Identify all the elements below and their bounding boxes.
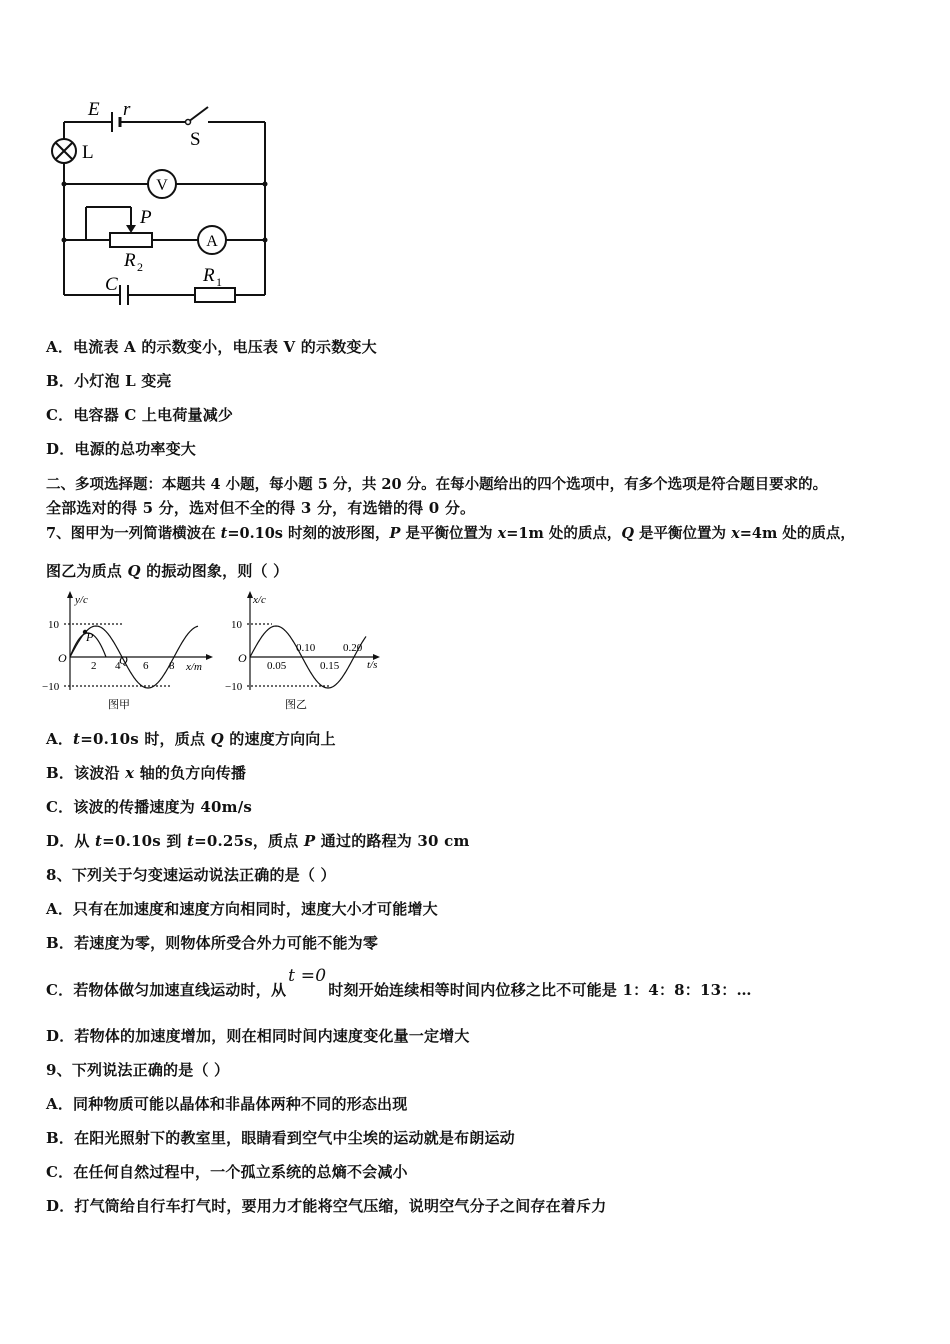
q6-option-a: A．电流表 A 的示数变小，电压表 V 的示数变大 (46, 338, 377, 356)
graph-a-origin: O (58, 651, 67, 665)
graph-b-xtick-015: 0.15 (320, 660, 340, 672)
graph-b-xtick-005: 0.05 (267, 660, 287, 672)
formula-t-zero: t =0 (288, 966, 327, 986)
label-C: C (105, 274, 118, 295)
graph-b-xlabel: t/s (367, 659, 378, 671)
q7-stem-line2: 图乙为质点 Q 的振动图象，则（ ） (46, 562, 289, 580)
graph-b-ytick-10: 10 (231, 619, 242, 631)
circuit-diagram (40, 95, 280, 310)
section2-line1: 二、多项选择题：本题共 4 小题，每小题 5 分，共 20 分。在每小题给出的四个选项中，有多个选项是符合题目要求的。 (46, 476, 828, 493)
graph-b-xtick-010: 0.10 (296, 642, 316, 654)
label-V: V (156, 177, 168, 194)
q8-option-a: A．只有在加速度和速度方向相同时，速度大小才可能增大 (46, 900, 438, 918)
label-R1-sub: 1 (216, 275, 222, 289)
graph-a-ytick-10: 10 (48, 619, 59, 631)
q9-option-b: B．在阳光照射下的教室里，眼睛看到空气中尘埃的运动就是布朗运动 (46, 1129, 515, 1147)
graph-a-point-P: P (86, 630, 94, 644)
graph-b-xtick-020: 0.20 (343, 642, 363, 654)
graph-a-ytick-neg10: −10 (42, 681, 60, 693)
graph-a-xtick-8: 8 (169, 660, 175, 672)
label-R2: R (124, 250, 136, 271)
graph-a-xlabel: x/m (186, 661, 202, 673)
q8-option-b: B．若速度为零，则物体所受合外力可能不能为零 (46, 934, 379, 952)
label-R2-sub: 2 (137, 260, 143, 274)
vibration-graph-b (225, 590, 395, 715)
q9-option-d: D．打气筒给自行车打气时，要用力才能将空气压缩，说明空气分子之间存在着斥力 (46, 1197, 607, 1215)
label-L: L (82, 142, 94, 163)
label-r: r (123, 99, 131, 120)
q9-option-c: C．在任何自然过程中，一个孤立系统的总熵不会减小 (46, 1163, 408, 1181)
q6-option-c: C．电容器 C 上电荷量减少 (46, 406, 234, 424)
graph-a-xtick-2: 2 (91, 660, 97, 672)
label-S: S (190, 129, 201, 150)
q7-option-c: C．该波的传播速度为 40m/s (46, 798, 253, 816)
graph-b-caption: 图乙 (285, 699, 307, 711)
q7-stem-line1: 7、图甲为一列简谐横波在 t=0.10s 时刻的波形图，P 是平衡位置为 x=1m 处的质点，Q 是平衡位置为 x=4m 处的质点， (46, 525, 855, 542)
q8-option-c: C．若物体做匀加速直线运动时，从t =0时刻开始连续相等时间内位移之比不可能是 1：4：8：13：… (46, 966, 752, 999)
section2-line2: 全部选对的得 5 分，选对但不全的得 3 分，有选错的得 0 分。 (46, 499, 476, 517)
q9-option-a: A．同种物质可能以晶体和非晶体两种不同的形态出现 (46, 1095, 408, 1113)
q6-option-b: B．小灯泡 L 变亮 (46, 372, 172, 390)
graph-a-ylabel: y/c (75, 594, 88, 606)
q7-option-a: A．t=0.10s 时，质点 Q 的速度方向向上 (46, 730, 336, 748)
q7-option-d: D．从 t=0.10s 到 t=0.25s，质点 P 通过的路程为 30 cm (46, 832, 470, 850)
q6-option-d: D．电源的总功率变大 (46, 440, 197, 458)
graph-b-ytick-neg10: −10 (225, 681, 243, 693)
graph-a-caption: 图甲 (108, 699, 130, 711)
graph-a-xtick-6: 6 (143, 660, 149, 672)
q7-option-b: B．该波沿 x 轴的负方向传播 (46, 764, 247, 782)
graph-a-xtick-4: 4 (115, 660, 121, 672)
label-P: P (140, 207, 152, 228)
q9-stem: 9、下列说法正确的是（ ） (46, 1061, 230, 1079)
label-E: E (88, 99, 100, 120)
graph-a-point-Q: Q (119, 653, 128, 667)
label-A: A (206, 233, 218, 250)
label-R1: R (203, 265, 215, 286)
q8-option-d: D．若物体的加速度增加，则在相同时间内速度变化量一定增大 (46, 1027, 470, 1045)
graph-b-origin: O (238, 651, 247, 665)
graph-b-ylabel: x/c (253, 594, 266, 606)
q8-stem: 8、下列关于匀变速运动说法正确的是（ ） (46, 866, 336, 884)
wave-graph-a (40, 590, 215, 715)
